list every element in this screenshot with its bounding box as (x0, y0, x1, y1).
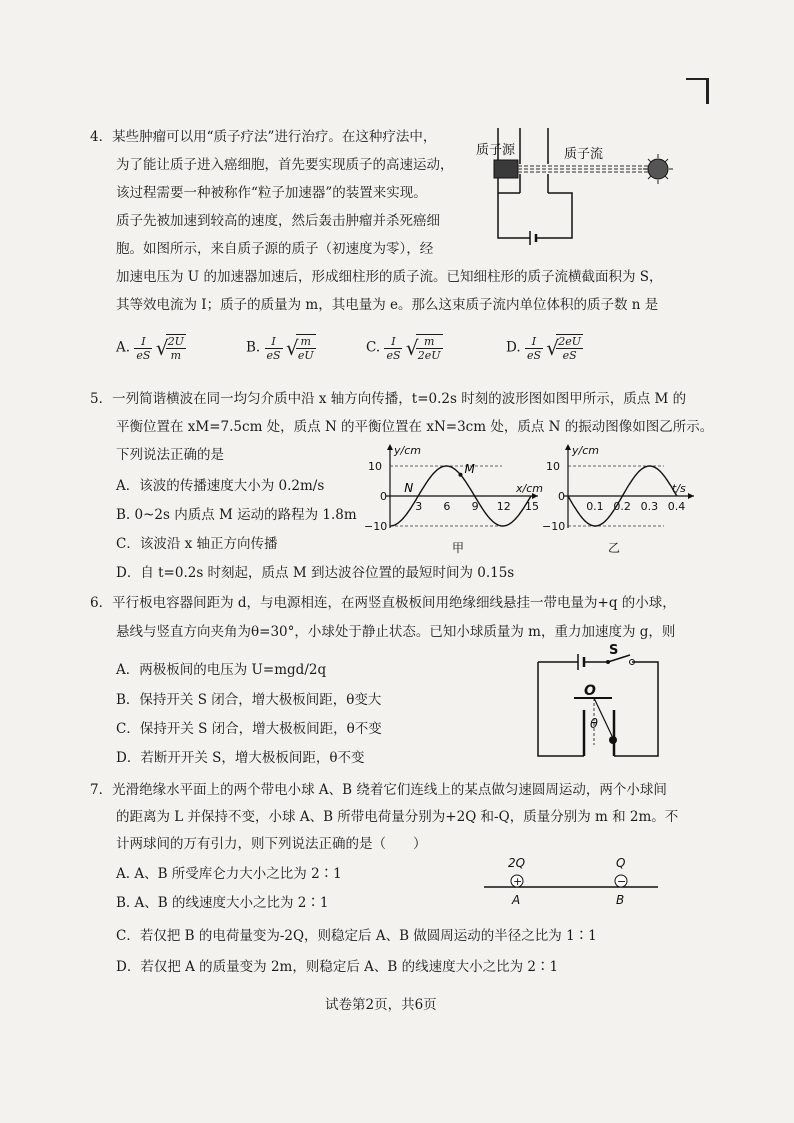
y-tick-label: −10 (542, 520, 566, 533)
proton-accelerator-figure (472, 128, 684, 246)
capacitor-figure (534, 643, 664, 762)
y-axis-arrow (565, 444, 571, 450)
q4-line-7: 其等效电流为 I；质子的质量为 m，其电量为 e。那么这束质子流内单位体积的质子数 n 是 (116, 297, 659, 313)
wave-graph-jia (362, 440, 542, 555)
q7-option-a: A. A、B 所受库仑力大小之比为 2∶1 (116, 866, 342, 882)
q4-line-1: 4．某些肿瘤可以用“质子疗法”进行治疗。在这种疗法中， (90, 129, 437, 145)
x-axis-arrow (688, 493, 694, 499)
q6-option-d: D．若断开开关 S，增大极板间距，θ不变 (116, 750, 365, 766)
corner-mark (706, 78, 709, 104)
point-m (459, 473, 463, 477)
q4-line-4: 质子先被加速到较高的速度，然后轰击肿瘤并杀死癌细 (116, 213, 440, 229)
y-tick-label: 0 (558, 490, 565, 503)
q4-option-d: D. $\frac{I}{eS}$ √ $\frac{2eU}{eS}$ (506, 334, 583, 362)
label-a: A (512, 893, 521, 907)
x-tick-label: 15 (525, 500, 539, 513)
q4-option-c: C. $\frac{I}{eS}$ √ $\frac{m}{2eU}$ (366, 334, 443, 362)
label-o: O (584, 683, 596, 699)
point-n-label: N (404, 481, 414, 495)
x-tick-label: 3 (415, 500, 423, 513)
proton-source (494, 160, 518, 178)
vibration-graph-yi (542, 440, 696, 555)
svg-text:+: + (513, 875, 523, 888)
charged-ball (609, 736, 617, 744)
x-axis-label: t/s (672, 482, 686, 495)
y-axis-label: y/cm (394, 444, 421, 457)
x-tick-label: 0.4 (667, 500, 686, 513)
svg-text:−: − (617, 875, 627, 888)
q5-option-c: C．该波沿 x 轴正方向传播 (116, 536, 278, 552)
x-tick-label: 0.3 (640, 500, 659, 513)
label-switch-s: S (609, 643, 619, 658)
q4-line-5: 胞。如图所示，来自质子源的质子（初速度为零），经 (116, 241, 434, 257)
x-tick-label: 0.1 (586, 500, 604, 513)
q5-line-3: 下列说法正确的是 (116, 447, 224, 463)
page-footer: 试卷第2页，共6页 (325, 997, 437, 1013)
q4-option-a: A. $\frac{I}{eS}$ √ $\frac{2U}{m}$ (116, 334, 186, 362)
label-a-charge: 2Q (508, 856, 526, 870)
y-tick-label: 0 (380, 490, 387, 503)
q7-line-2: 的距离为 L 并保持不变，小球 A、B 所带电荷量分别为+2Q 和-Q，质量分别为 m 和 2m。不 (116, 809, 679, 825)
y-tick-label: −10 (364, 520, 388, 533)
q7-option-c: C．若仅把 B 的电荷量变为-2Q，则稳定后 A、B 做圆周运动的半径之比为 1∶1 (116, 928, 597, 944)
point-m-label: M (464, 461, 475, 476)
x-tick-label: 0.2 (613, 500, 631, 513)
x-axis-label: x/cm (516, 482, 543, 495)
label-theta: θ (590, 717, 598, 732)
q7-option-d: D．若仅把 A 的质量变为 2m，则稳定后 A、B 的线速度大小之比为 2∶1 (116, 959, 559, 975)
q7-line-1: 7．光滑绝缘水平面上的两个带电小球 A、B 绕着它们连线上的某点做匀速圆周运动，两个小球间 (90, 782, 667, 798)
two-charges-figure (484, 853, 660, 909)
y-axis-label: y/cm (572, 444, 599, 457)
q4-option-b: B. $\frac{I}{eS}$ √ $\frac{m}{eU}$ (246, 334, 316, 362)
x-tick-label: 6 (443, 500, 451, 513)
q5-option-b: B. 0~2s 内质点 M 运动的路程为 1.8m (116, 507, 357, 523)
q6-option-c: C．保持开关 S 闭合，增大极板间距，θ不变 (116, 721, 382, 737)
y-axis-arrow (387, 444, 393, 450)
chart-title: 乙 (608, 541, 621, 555)
y-tick-label: 10 (546, 460, 560, 473)
q7-line-3: 计两球间的万有引力，则下列说法正确的是（ ） (116, 836, 427, 852)
label-b: B (616, 893, 625, 907)
q6-line-2: 悬线与竖直方向夹角为θ=30°，小球处于静止状态。已知小球质量为 m，重力加速度为 g，则 (116, 624, 676, 640)
corner-mark-top (686, 78, 708, 80)
y-tick-label: 10 (368, 460, 382, 473)
q5-option-d: D．自 t=0.2s 时刻起，质点 M 到达波谷位置的最短时间为 0.15s (116, 565, 515, 581)
chart-title: 甲 (452, 541, 465, 555)
x-tick-label: 9 (471, 500, 479, 513)
label-proton-beam: 质子流 (564, 147, 604, 162)
q6-line-1: 6．平行板电容器间距为 d，与电源相连，在两竖直极板间用绝缘细线悬挂一带电量为+q 的小球， (90, 595, 676, 611)
q4-line-2: 为了能让质子进入癌细胞，首先要实现质子的高速运动， (116, 157, 454, 173)
q4-line-6: 加速电压为 U 的加速器加速后，形成细柱形的质子流。已知细柱形的质子流横截面积为 S， (116, 269, 663, 285)
q6-option-a: A．两极板间的电压为 U=mgd/2q (116, 662, 327, 678)
q5-line-2: 平衡位置在 xM=7.5cm 处，质点 N 的平衡位置在 xN=3cm 处，质点 N 的振动图像如图乙所示。 (116, 419, 714, 435)
label-proton-source: 质子源 (476, 143, 516, 158)
q7-option-b: B. A、B 的线速度大小之比为 2∶1 (116, 895, 329, 911)
q5-option-a: A．该波的传播速度大小为 0.2m/s (116, 478, 325, 494)
q5-line-1: 5．一列简谐横波在同一均匀介质中沿 x 轴方向传播，t=0.2s 时刻的波形图如图甲所示，质点 M 的 (90, 391, 687, 407)
x-tick-label: 12 (496, 500, 511, 513)
label-b-charge: Q (616, 856, 626, 870)
q6-option-b: B．保持开关 S 闭合，增大极板间距，θ变大 (116, 692, 382, 708)
q4-line-3: 该过程需要一种被称作“粒子加速器”的装置来实现。 (116, 185, 427, 201)
